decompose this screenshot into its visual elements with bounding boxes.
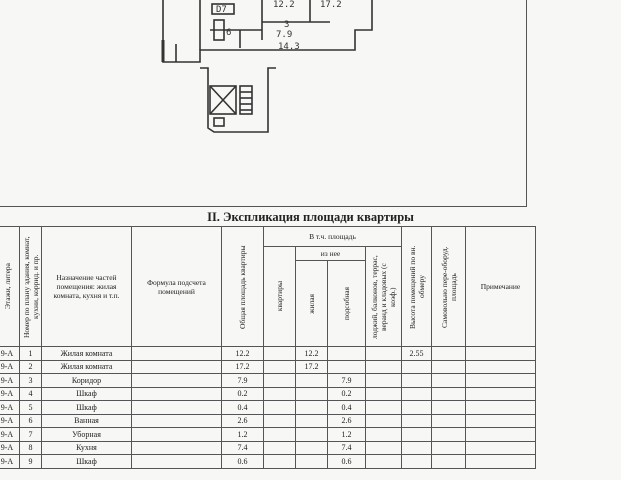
table-row (0, 387, 536, 401)
cell-notes (466, 360, 536, 374)
cell-balconies (366, 428, 402, 442)
header-incl-area: В т.ч. площадь (264, 227, 402, 247)
cell-balconies (366, 360, 402, 374)
cell-total: 7.9 (222, 374, 264, 388)
cell-flats (264, 347, 296, 361)
cell-living: 17.2 (296, 360, 328, 374)
table-row (0, 347, 536, 361)
cell-flats (264, 428, 296, 442)
cell-total: 17.2 (222, 360, 264, 374)
cell-self-built (432, 455, 466, 469)
table-row (0, 414, 536, 428)
header-purpose: Назначение частей помещения: жилая комната, кухня и т.п. (42, 227, 132, 347)
header-auxiliary: подсобная (328, 261, 366, 347)
plan-room-label: D7 (216, 5, 227, 15)
cell-living (296, 455, 328, 469)
header-total-area: Общая площадь квартиры (222, 227, 264, 347)
cell-height: 2.55 (402, 347, 432, 361)
cell-aux (328, 347, 366, 361)
header-incl-flats: квартиры (264, 247, 296, 347)
cell-flats (264, 414, 296, 428)
header-room-no: Номер по плану здания, комнат, кухни, коррид. и пр. (20, 227, 42, 347)
cell-formula (132, 360, 222, 374)
cell-floor: 9-А (0, 347, 20, 361)
cell-notes (466, 387, 536, 401)
cell-aux: 7.9 (328, 374, 366, 388)
cell-aux: 7.4 (328, 441, 366, 455)
header-height: Высота помещений по вн. обмеру (402, 227, 432, 347)
cell-total: 0.6 (222, 455, 264, 469)
cell-floor: 9-А (0, 428, 20, 442)
cell-height (402, 387, 432, 401)
cell-floor: 9-А (0, 455, 20, 469)
cell-flats (264, 360, 296, 374)
cell-total: 1.2 (222, 428, 264, 442)
cell-total: 7.4 (222, 441, 264, 455)
cell-floor: 9-А (0, 374, 20, 388)
cell-formula (132, 347, 222, 361)
table-row (0, 455, 536, 469)
plan-area-label: 7.9 (276, 30, 293, 40)
cell-no: 5 (20, 401, 42, 415)
cell-notes (466, 374, 536, 388)
plan-room-label: 6 (226, 28, 232, 38)
cell-living (296, 441, 328, 455)
cell-name: Шкаф (42, 401, 132, 415)
cell-floor: 9-А (0, 414, 20, 428)
cell-name: Шкаф (42, 455, 132, 469)
cell-floor: 9-А (0, 387, 20, 401)
cell-balconies (366, 387, 402, 401)
cell-height (402, 455, 432, 469)
cell-total: 0.4 (222, 401, 264, 415)
header-self-built: Самовольно пере-оборуд. площадь (432, 227, 466, 347)
cell-living: 12.2 (296, 347, 328, 361)
cell-no: 6 (20, 414, 42, 428)
cell-balconies (366, 455, 402, 469)
cell-self-built (432, 360, 466, 374)
cell-aux: 0.4 (328, 401, 366, 415)
header-balconies: лоджий, балконов, террас, веранд и кладовых (с коэф.) (366, 247, 402, 347)
cell-aux (328, 360, 366, 374)
cell-living (296, 387, 328, 401)
cell-flats (264, 374, 296, 388)
cell-self-built (432, 414, 466, 428)
cell-self-built (432, 401, 466, 415)
plan-area-label: 12.2 (273, 0, 295, 10)
cell-notes (466, 428, 536, 442)
cell-formula (132, 387, 222, 401)
cell-height (402, 401, 432, 415)
header-notes: Примечание (466, 227, 536, 347)
cell-no: 4 (20, 387, 42, 401)
cell-floor: 9-А (0, 441, 20, 455)
header-of-which: из нее (296, 247, 366, 261)
cell-name: Кухня (42, 441, 132, 455)
cell-name: Жилая комната (42, 347, 132, 361)
cell-balconies (366, 441, 402, 455)
cell-self-built (432, 387, 466, 401)
cell-total: 0.2 (222, 387, 264, 401)
cell-no: 3 (20, 374, 42, 388)
cell-no: 7 (20, 428, 42, 442)
cell-balconies (366, 414, 402, 428)
cell-living (296, 374, 328, 388)
cell-name: Ванная (42, 414, 132, 428)
cell-height (402, 374, 432, 388)
cell-flats (264, 455, 296, 469)
cell-height (402, 360, 432, 374)
cell-self-built (432, 428, 466, 442)
cell-name: Жилая комната (42, 360, 132, 374)
cell-floor: 9-А (0, 401, 20, 415)
cell-height (402, 428, 432, 442)
table-row (0, 360, 536, 374)
cell-notes (466, 414, 536, 428)
cell-living (296, 401, 328, 415)
header-floor: Этажи, литера (0, 227, 20, 347)
cell-no: 2 (20, 360, 42, 374)
cell-balconies (366, 374, 402, 388)
table-row (0, 374, 536, 388)
cell-self-built (432, 441, 466, 455)
cell-notes (466, 401, 536, 415)
plan-area-label: 14.3 (278, 42, 300, 52)
cell-notes (466, 455, 536, 469)
cell-name: Шкаф (42, 387, 132, 401)
cell-formula (132, 401, 222, 415)
cell-name: Коридор (42, 374, 132, 388)
cell-floor: 9-А (0, 360, 20, 374)
cell-formula (132, 374, 222, 388)
cell-living (296, 428, 328, 442)
area-explication-table (0, 226, 536, 469)
cell-flats (264, 387, 296, 401)
table-row (0, 441, 536, 455)
cell-total: 2.6 (222, 414, 264, 428)
cell-name: Уборная (42, 428, 132, 442)
table-row (0, 428, 536, 442)
cell-self-built (432, 347, 466, 361)
floor-plan-drawing (0, 0, 526, 206)
header-living: жилая (296, 261, 328, 347)
cell-formula (132, 441, 222, 455)
cell-height (402, 414, 432, 428)
cell-aux: 1.2 (328, 428, 366, 442)
cell-flats (264, 401, 296, 415)
cell-no: 1 (20, 347, 42, 361)
cell-height (402, 441, 432, 455)
table-row (0, 401, 536, 415)
section-title: II. Экспликация площади квартиры (207, 210, 414, 224)
cell-aux: 2.6 (328, 414, 366, 428)
cell-formula (132, 428, 222, 442)
cell-notes (466, 347, 536, 361)
cell-no: 9 (20, 455, 42, 469)
floor-plan (0, 0, 527, 207)
cell-flats (264, 441, 296, 455)
cell-living (296, 414, 328, 428)
cell-total: 12.2 (222, 347, 264, 361)
cell-notes (466, 441, 536, 455)
cell-balconies (366, 347, 402, 361)
cell-formula (132, 414, 222, 428)
header-formula: Формула подсчета помещений (132, 227, 222, 347)
cell-self-built (432, 374, 466, 388)
cell-balconies (366, 401, 402, 415)
cell-formula (132, 455, 222, 469)
cell-no: 8 (20, 441, 42, 455)
cell-aux: 0.2 (328, 387, 366, 401)
plan-area-label: 17.2 (320, 0, 342, 10)
plan-room-label: 3 (284, 20, 290, 30)
cell-aux: 0.6 (328, 455, 366, 469)
